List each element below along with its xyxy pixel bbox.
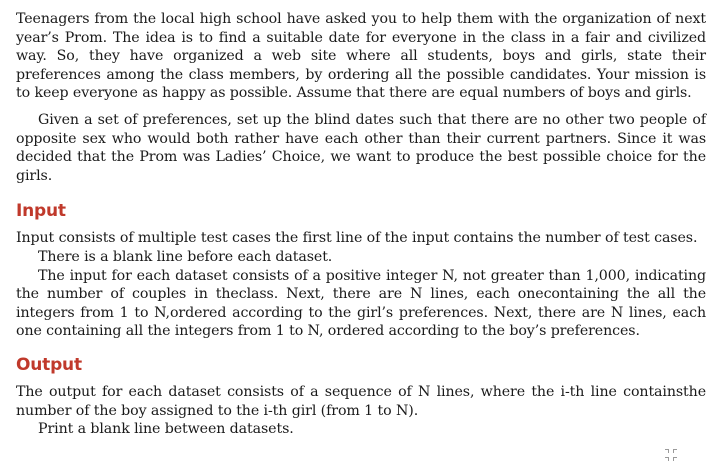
input-paragraph-3: The input for each dataset consists of a positive integer N, not greater than 1,000, indicating the number of couples in theclass. Next, there are N lines, each onecontaining the all the integers from 1 to N,ordered according to the girl’s preferences. Next, there are N lines, each one containing all the integers from 1 to N, ordered according to the boy’s preferences.	[16, 267, 706, 340]
intro-paragraph-2: Given a set of preferences, set up the blind dates such that there are no other two people of opposite sex who would both rather have each other than their current partners. Since it was decided that the Prom was Ladies’ Choice, we want to produce the best possible choice for the girls.	[16, 111, 706, 184]
output-heading: Output	[16, 354, 82, 375]
input-paragraph-2: There is a blank line before each dataset.	[38, 248, 333, 265]
intro-paragraph-1: Teenagers from the local high school have asked you to help them with the organization of next year’s Prom. The idea is to find a suitable date for everyone in the class in a fair and civilized way. So, they have organized a web site where all students, boys and girls, state their preferences among the class members, by ordering all the possible candidates. Your mission is to keep everyone as happy as possible. Assume that there are equal numbers of boys and girls.	[16, 11, 706, 102]
input-paragraph-1: Input consists of multiple test cases the first line of the input contains the number of test cases.	[16, 230, 698, 247]
problem-statement	[16, 10, 706, 439]
output-paragraph-2: Print a blank line between datasets.	[38, 421, 294, 438]
expand-marker-icon	[664, 449, 678, 461]
output-paragraph-1: The output for each dataset consists of a sequence of N lines, where the i-th line containsthe number of the boy assigned to the i-th girl (from 1 to N).	[16, 383, 706, 419]
input-heading: Input	[16, 201, 66, 222]
